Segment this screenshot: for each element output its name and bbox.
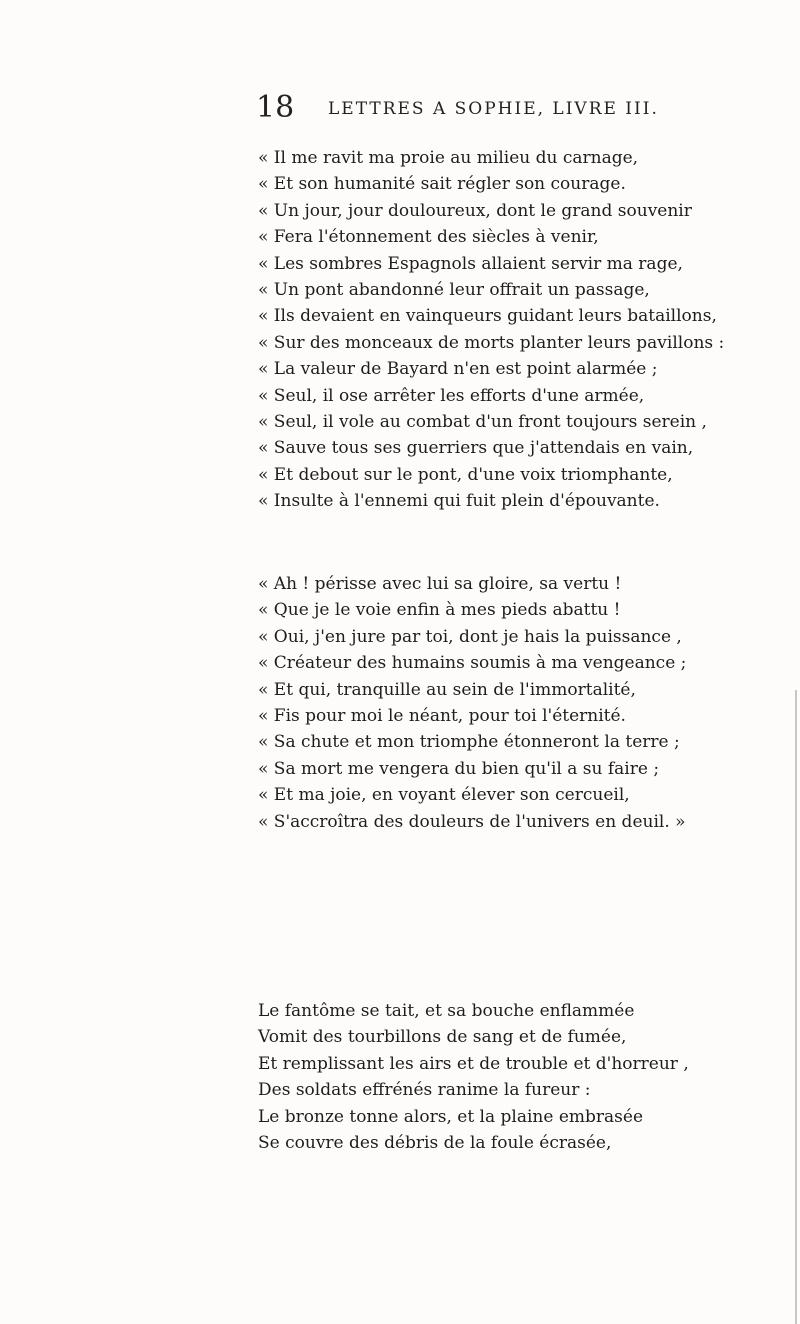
verse-line: « Fera l'étonnement des siècles à venir, <box>258 227 599 248</box>
verse-line: Le bronze tonne alors, et la plaine embrasée <box>258 1106 644 1127</box>
verse-line: « Sur des monceaux de morts planter leurs pavillons : <box>258 332 725 353</box>
verse-line: « Les sombres Espagnols allaient servir ma rage, <box>258 253 683 274</box>
verse-line: « Insulte à l'ennemi qui fuit plein d'épouvante. <box>258 491 660 512</box>
verse-line: Vomit des tourbillons de sang et de fumée, <box>258 1027 627 1048</box>
verse-line: « Ils devaient en vainqueurs guidant leurs bataillons, <box>258 306 717 327</box>
verse-line: « Un pont abandonné leur offrait un passage, <box>258 279 650 300</box>
verse-line: « Et ma joie, en voyant élever son cercueil, <box>258 785 630 806</box>
page-number: 18 <box>256 90 295 125</box>
stanza-3 <box>258 998 798 1156</box>
page-edge-shadow <box>795 690 797 1324</box>
verse-line: « Ah ! périsse avec lui sa gloire, sa vertu ! <box>258 574 622 594</box>
verse-line: « Oui, j'en jure par toi, dont je hais la puissance , <box>258 626 682 647</box>
verse-line: « La valeur de Bayard n'en est point alarmée ; <box>258 359 658 380</box>
running-title: LETTRES A SOPHIE, LIVRE III. <box>328 99 659 119</box>
stanza-2 <box>258 571 798 835</box>
verse-line: Se couvre des débris de la foule écrasée, <box>258 1132 612 1153</box>
verse-line: Le fantôme se tait, et sa bouche enflammée <box>258 1001 635 1021</box>
verse-line: « Et qui, tranquille au sein de l'immortalité, <box>258 679 636 700</box>
verse-line: « Seul, il ose arrêter les efforts d'une armée, <box>258 385 645 406</box>
verse-line: « S'accroîtra des douleurs de l'univers en deuil. » <box>258 811 686 832</box>
verse-line: « Sauve tous ses guerriers que j'attendais en vain, <box>258 438 694 459</box>
stanza-1 <box>258 145 798 514</box>
verse-line: Des soldats effrénés ranime la fureur : <box>258 1080 591 1101</box>
verse-line: Et remplissant les airs et de trouble et d'horreur , <box>258 1053 689 1074</box>
verse-line: « Créateur des humains soumis à ma vengeance ; <box>258 653 687 674</box>
verse-line: « Sa mort me vengera du bien qu'il a su faire ; <box>258 758 660 779</box>
verse-line: « Et son humanité sait régler son courage. <box>258 174 626 195</box>
verse-line: « Un jour, jour douloureux, dont le grand souvenir <box>258 200 692 221</box>
verse-line: « Seul, il vole au combat d'un front toujours serein , <box>258 411 707 432</box>
verse-line: « Que je le voie enfin à mes pieds abattu ! <box>258 600 621 621</box>
page-header <box>256 88 776 128</box>
verse-line: « Sa chute et mon triomphe étonneront la terre ; <box>258 732 680 753</box>
verse-line: « Et debout sur le pont, d'une voix triomphante, <box>258 464 673 485</box>
verse-line: « Fis pour moi le néant, pour toi l'éternité. <box>258 705 626 726</box>
verse-line: « Il me ravit ma proie au milieu du carnage, <box>258 148 639 168</box>
